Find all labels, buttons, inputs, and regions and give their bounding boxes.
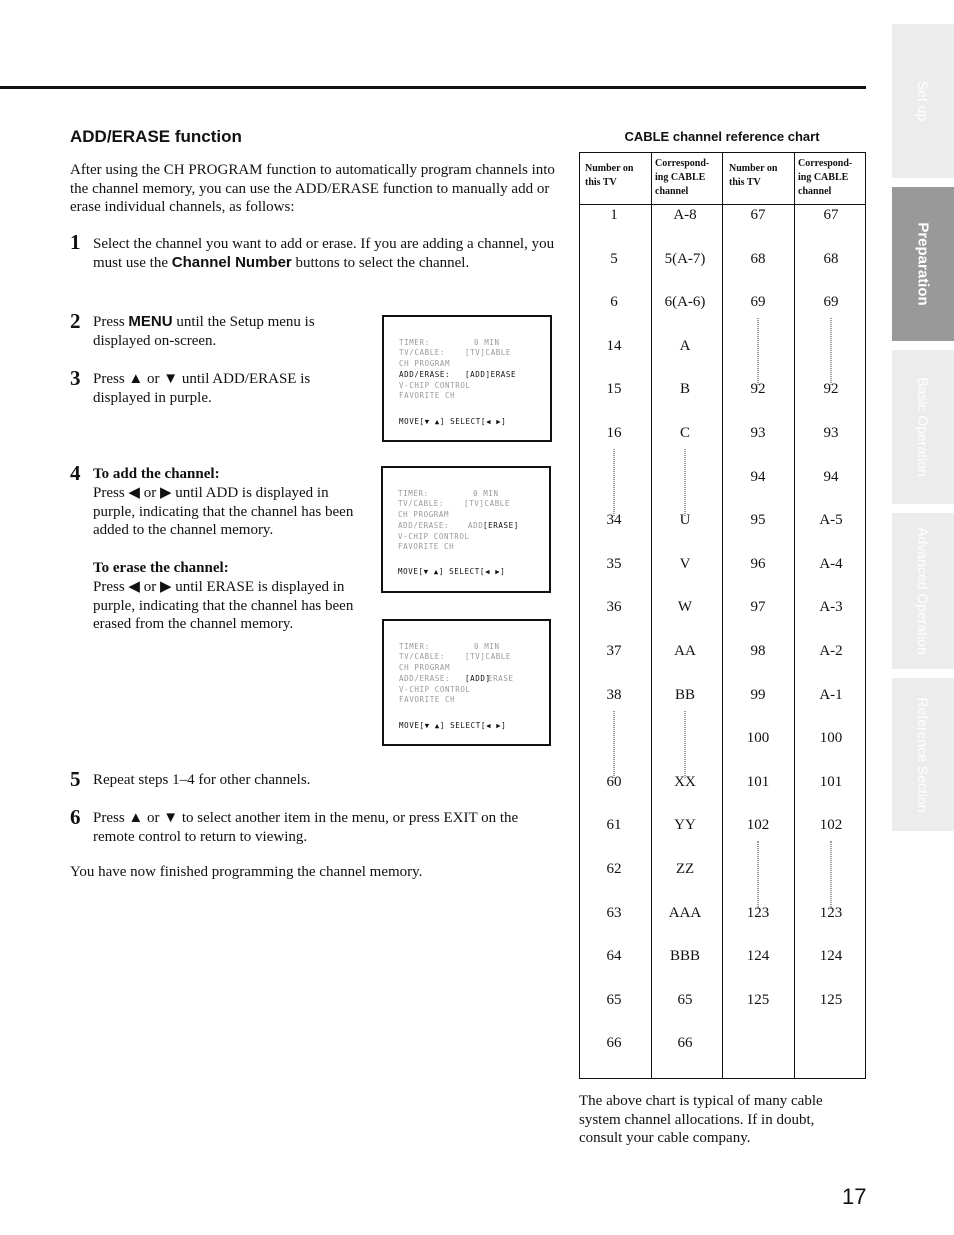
osd-erase-option: ERASE <box>488 674 514 683</box>
chart-note: The above chart is typical of many cable system channel allocations. If in doubt, consult your cable company. <box>579 1093 823 1147</box>
left-cell: 35 <box>606 555 622 572</box>
side-tab-label: Basic Operation <box>915 377 931 477</box>
right-cell: A-3 <box>819 599 843 616</box>
side-tab-advanced-operation[interactable] <box>892 513 954 669</box>
step-number: 6 <box>70 805 81 829</box>
menu-label: MENU <box>128 313 173 330</box>
osd-favorite: FAVORITE CH <box>398 542 455 551</box>
channel-number-label: Channel Number <box>171 253 292 271</box>
right-cell: A-1 <box>819 686 843 703</box>
right-cell: 98 <box>750 643 766 659</box>
osd-screen-add <box>382 619 551 746</box>
osd-tvcable-value: [TV]CABLE <box>464 499 511 508</box>
left-cell: W <box>677 599 693 616</box>
left-cell: 38 <box>606 686 622 703</box>
ellipsis-dots <box>758 318 759 385</box>
header-corresponding-cable: Correspond-ing CABLE channel <box>798 158 853 197</box>
left-cell: A <box>679 337 691 354</box>
right-cell: 67 <box>823 207 839 223</box>
osd-footer: MOVE[▼ ▲] SELECT[◀ ▶] <box>399 721 507 730</box>
osd-timer: TIMER: <box>399 338 430 347</box>
right-cell: 124 <box>746 948 770 965</box>
left-cell: 66 <box>677 1035 693 1052</box>
left-cell: BB <box>674 686 696 703</box>
right-cell: 94 <box>823 468 839 485</box>
osd-tvcable: TV/CABLE: <box>399 652 446 661</box>
osd-screen-erase <box>381 466 551 593</box>
add-heading: To add the channel: <box>93 466 220 482</box>
right-cell: 99 <box>750 686 766 703</box>
erase-text: Press ◀ or ▶ until ERASE is displayed in purple, indicating that the channel has been erased from the channel memory. <box>93 579 354 633</box>
step-number: 4 <box>70 461 81 485</box>
left-cell: 65 <box>606 991 622 1008</box>
page-number: 17 <box>842 1184 867 1209</box>
left-cell: AA <box>674 643 696 659</box>
right-cell: 100 <box>819 730 843 747</box>
cable-reference-chart <box>579 152 866 1079</box>
right-cell: 125 <box>819 991 843 1008</box>
intro-paragraph: After using the CH PROGRAM function to automatically program channels into the channel memory, you can use the ADD/ERASE function to manually add or erase individual channels, as follows: <box>70 162 555 216</box>
column-divider <box>651 153 652 1078</box>
right-cell: 69 <box>750 294 766 311</box>
right-cell: 93 <box>823 425 839 441</box>
osd-timer-value: 0 MIN <box>473 489 499 498</box>
ellipsis-dots <box>614 711 615 778</box>
left-cell: 63 <box>606 904 622 921</box>
left-cell: 14 <box>606 337 622 354</box>
right-cell: A-5 <box>819 512 843 529</box>
left-cell: V <box>679 555 691 572</box>
left-cell: 64 <box>606 948 622 965</box>
left-cell: 1 <box>610 207 618 223</box>
right-cell: 92 <box>823 381 839 398</box>
osd-tvcable-value: [TV]CABLE <box>465 348 512 357</box>
osd-add-erase-value: [ADD]ERASE <box>465 370 517 379</box>
right-cell: 97 <box>750 599 766 616</box>
right-cell: 123 <box>819 904 843 921</box>
right-cell: 68 <box>750 250 766 267</box>
side-tab-setup[interactable] <box>892 24 954 178</box>
step-text: until the Setup menu is displayed on-screen. <box>93 314 315 349</box>
osd-tvcable: TV/CABLE: <box>398 499 445 508</box>
right-cell: 123 <box>746 904 770 921</box>
osd-tvcable: TV/CABLE: <box>399 348 446 357</box>
left-cell: AAA <box>668 904 702 921</box>
left-cell: 6(A-6) <box>664 294 706 311</box>
left-cell: BBB <box>669 948 701 965</box>
step-5-text: Repeat steps 1–4 for other channels. <box>93 772 311 788</box>
ellipsis-dots <box>831 318 832 385</box>
right-cell: 101 <box>746 773 770 790</box>
left-cell: 16 <box>606 425 622 441</box>
left-cell: 15 <box>606 381 622 398</box>
osd-ch-program: CH PROGRAM <box>399 663 451 672</box>
ellipsis-dots <box>685 449 686 516</box>
right-cell: 95 <box>750 512 766 529</box>
right-cell: 96 <box>750 555 766 572</box>
osd-add-erase: ADD/ERASE: <box>398 521 450 530</box>
erase-heading: To erase the channel: <box>93 560 229 576</box>
header-number-on-tv: Number on this TV <box>729 163 778 188</box>
osd-favorite: FAVORITE CH <box>399 695 456 704</box>
top-rule <box>0 86 866 89</box>
osd-timer-value: 0 MIN <box>474 338 500 347</box>
step-2-text <box>93 313 343 350</box>
right-cell: 94 <box>750 468 766 485</box>
osd-ch-program: CH PROGRAM <box>398 510 450 519</box>
side-tab-label: Set up <box>915 80 931 122</box>
osd-screen-add-erase-selected <box>382 315 552 442</box>
left-cell: YY <box>674 817 696 834</box>
left-cell: 5 <box>610 250 618 267</box>
side-tab-label: Advanced Operation <box>915 527 931 655</box>
step-number: 3 <box>70 366 81 390</box>
right-cell: A-2 <box>819 643 843 659</box>
osd-ch-program: CH PROGRAM <box>399 359 451 368</box>
osd-vchip: V-CHIP CONTROL <box>399 685 471 694</box>
step-text: Press <box>93 314 129 330</box>
left-cell: 5(A-7) <box>664 250 706 267</box>
osd-footer: MOVE[▼ ▲] SELECT[◀ ▶] <box>398 567 506 576</box>
column-divider <box>794 153 795 1078</box>
step-text: Select the channel you want to add or erase. If you are adding a channel, you must use the <box>93 236 555 271</box>
right-cell: 69 <box>823 294 839 311</box>
right-cell: 124 <box>819 948 843 965</box>
left-cell: 66 <box>606 1035 622 1052</box>
column-divider <box>722 153 723 1078</box>
osd-add-option: ADD <box>468 521 484 530</box>
ellipsis-dots <box>685 711 686 778</box>
left-cell: 60 <box>606 773 622 790</box>
side-tab-preparation[interactable] <box>892 187 954 341</box>
right-cell: 101 <box>819 773 843 790</box>
step-number: 2 <box>70 309 81 333</box>
right-cell: 67 <box>750 207 766 223</box>
side-tab-basic-operation[interactable] <box>892 350 954 504</box>
left-cell: B <box>679 381 691 398</box>
step-6-text: Press ▲ or ▼ to select another item in the menu, or press EXIT on the remote control to return to viewing. <box>93 810 519 845</box>
osd-add-option: [ADD] <box>465 674 491 683</box>
step-number: 5 <box>70 767 81 791</box>
left-cell: C <box>679 425 691 441</box>
right-cell: 102 <box>819 817 843 834</box>
step-text: buttons to select the channel. <box>291 254 470 271</box>
step-number: 1 <box>70 230 81 254</box>
osd-timer: TIMER: <box>399 642 430 651</box>
left-cell: 62 <box>606 861 622 877</box>
osd-add-erase: ADD/ERASE: <box>399 674 451 683</box>
right-cell: 125 <box>746 991 770 1008</box>
ellipsis-dots <box>614 449 615 516</box>
header-number-on-tv: Number on this TV <box>585 163 634 188</box>
left-cell: 6 <box>610 294 618 311</box>
closing-paragraph: You have now finished programming the channel memory. <box>70 864 423 880</box>
step-3-text: Press ▲ or ▼ until ADD/ERASE is displayed in purple. <box>93 371 311 406</box>
osd-tvcable-value: [TV]CABLE <box>465 652 512 661</box>
osd-footer: MOVE[▼ ▲] SELECT[◀ ▶] <box>399 417 507 426</box>
right-cell: 68 <box>823 250 839 267</box>
section-title: ADD/ERASE function <box>70 127 242 146</box>
left-cell: 37 <box>606 643 622 659</box>
right-cell: A-4 <box>819 555 843 572</box>
osd-favorite: FAVORITE CH <box>399 391 456 400</box>
left-cell: ZZ <box>675 861 695 877</box>
left-cell: 61 <box>606 817 622 834</box>
step-1-text <box>93 235 558 272</box>
osd-vchip: V-CHIP CONTROL <box>399 381 471 390</box>
chart-title: CABLE channel reference chart <box>624 129 820 144</box>
osd-add-erase: ADD/ERASE: <box>399 370 451 379</box>
side-tab-label: Reference Section <box>915 696 931 813</box>
side-tab-reference-section[interactable] <box>892 678 954 831</box>
left-cell: 65 <box>677 991 693 1008</box>
left-cell: U <box>679 512 691 529</box>
left-cell: A-8 <box>673 207 697 223</box>
osd-vchip: V-CHIP CONTROL <box>398 532 470 541</box>
left-cell: 34 <box>606 512 622 529</box>
osd-timer: TIMER: <box>398 489 429 498</box>
right-cell: 100 <box>746 730 770 747</box>
ellipsis-dots <box>758 841 759 908</box>
right-cell: 102 <box>746 817 770 834</box>
right-cell: 93 <box>750 425 766 441</box>
osd-erase-option: [ERASE] <box>483 521 519 530</box>
add-text: Press ◀ or ▶ until ADD is displayed in purple, indicating that the channel has been added to the channel memory. <box>93 485 354 539</box>
left-cell: XX <box>674 773 696 790</box>
left-cell: 36 <box>606 599 622 616</box>
osd-timer-value: 0 MIN <box>474 642 500 651</box>
side-tab-label: Preparation <box>914 222 932 306</box>
header-corresponding-cable: Correspond-ing CABLE channel <box>655 158 710 197</box>
ellipsis-dots <box>831 841 832 908</box>
right-cell: 92 <box>750 381 766 398</box>
header-divider <box>580 204 865 205</box>
